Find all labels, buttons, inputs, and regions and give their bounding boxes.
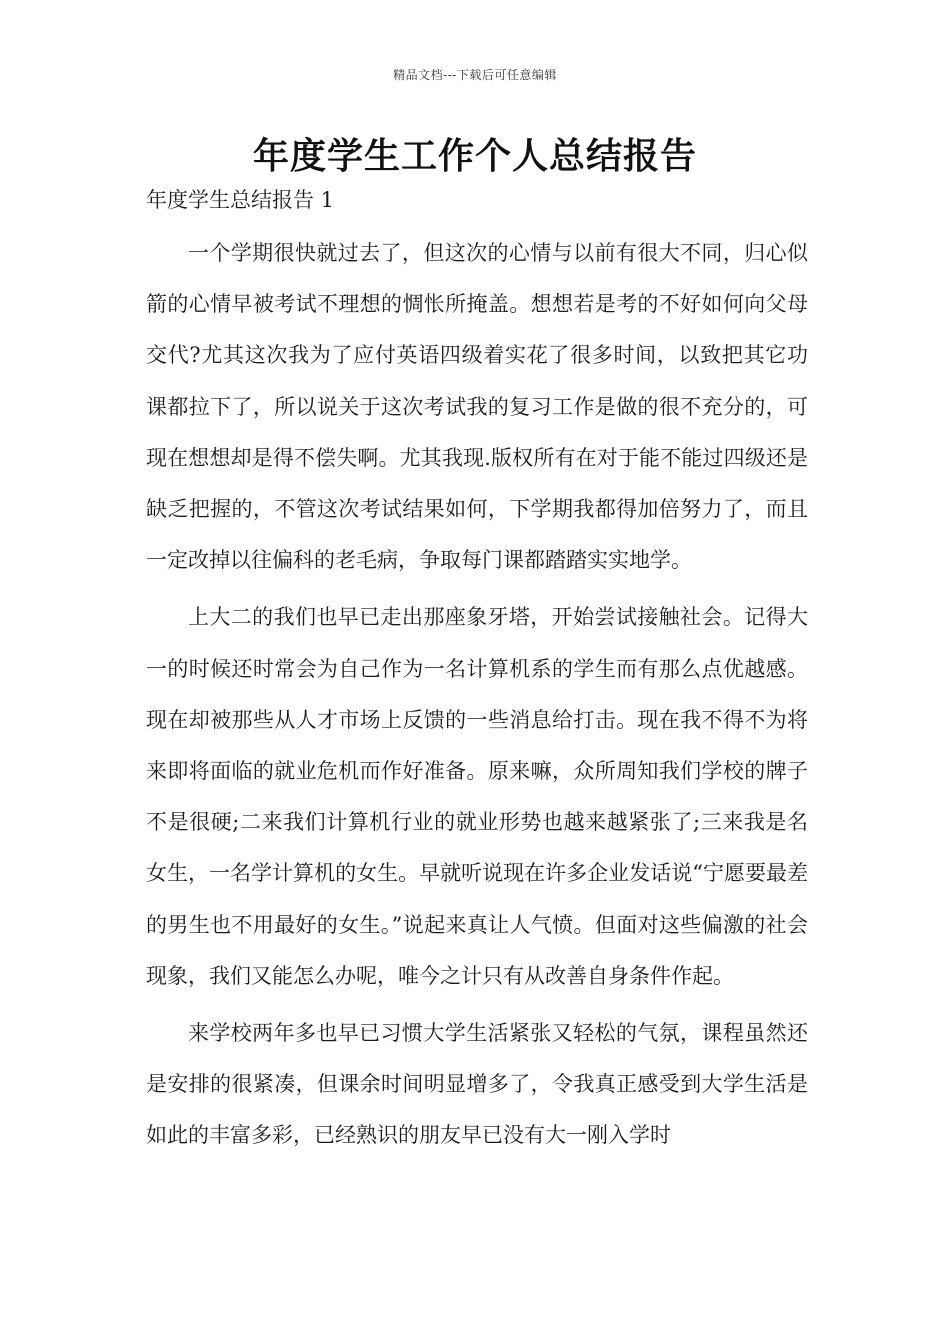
section-subtitle: 年度学生总结报告 1 xyxy=(146,188,335,212)
paragraph: 上大二的我们也早已走出那座象牙塔，开始尝试接触社会。记得大一的时候还时常会为自己作为一名计算机系的学生而有那么点优越感。现在却被那些从人才市场上反馈的一些消息给打击。现在我不得不为将来即将面临的就业危机而作好准备。原来嘛，众所周知我们学校的牌子不是很硬;二来我们计算机行业的就业形势也越来越紧张了;三来我是名女生，一名学计算机的女生。早就听说现在许多企业发话说“宁愿要最差的男生也不用最好的女生。”说起来真让人气愤。但面对这些偏激的社会现象，我们又能怎么办呢，唯今之计只有从改善自身条件作起。 xyxy=(146,605,808,988)
document-title: 年度学生工作个人总结报告 xyxy=(252,135,697,177)
paragraph: 一个学期很快就过去了，但这次的心情与以前有很大不同，归心似箭的心情早被考试不理想的惆怅所掩盖。想想若是考的不好如何向父母交代?尤其这次我为了应付英语四级着实花了很多时间，以致把其它功课都拉下了，所以说关于这次考试我的复习工作是做的很不充分的，可现在想想却是得不偿失啊。尤其我现.版权所有在对于能不能过四级还是缺乏把握的，不管这次考试结果如何，下学期我都得加倍努力了，而且一定改掉以往偏科的老毛病，争取每门课都踏踏实实地学。 xyxy=(146,241,808,573)
document-body xyxy=(146,228,808,1168)
header-note: 精品文档---下载后可任意编辑 xyxy=(393,68,557,82)
paragraph: 来学校两年多也早已习惯大学生活紧张又轻松的气氛，课程虽然还是安排的很紧凑，但课余时间明显增多了，令我真正感受到大学生活是如此的丰富多彩，已经熟识的朋友早已没有大一刚入学时 xyxy=(146,1021,808,1148)
